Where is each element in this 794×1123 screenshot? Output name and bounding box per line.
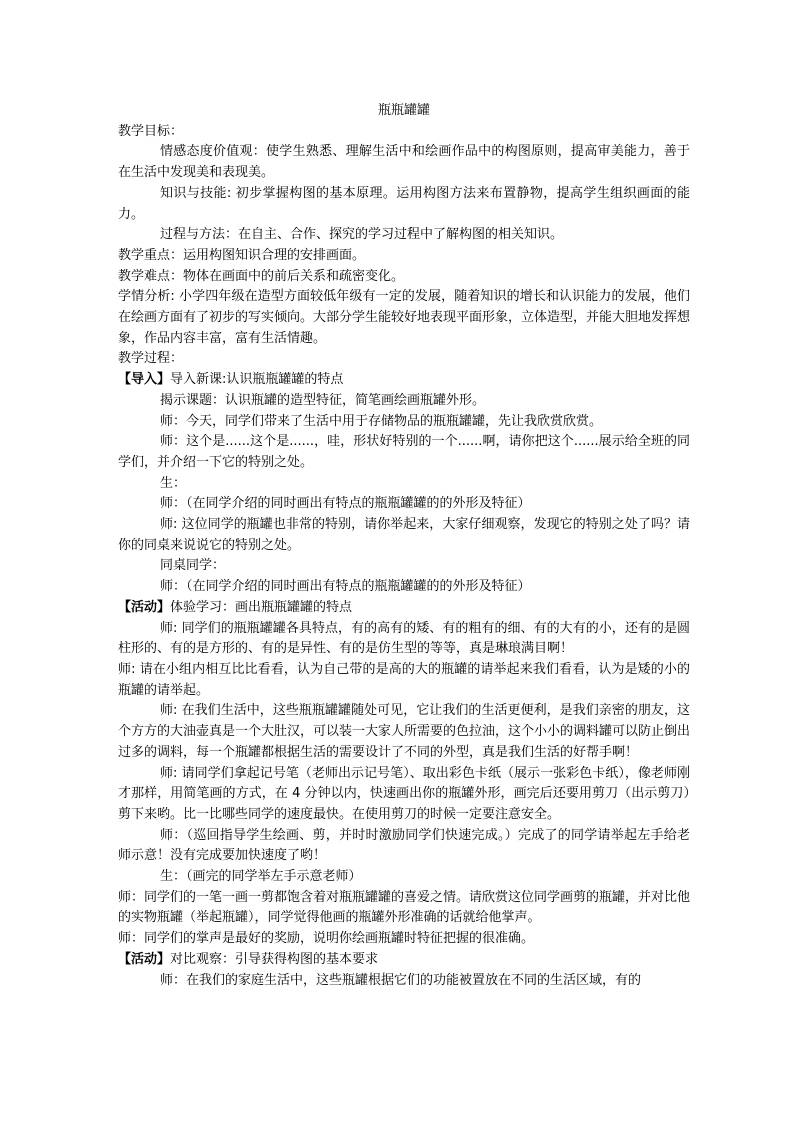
part2-tag: 【活动】 (118, 599, 171, 615)
key-point: 教学重点：运用构图知识合理的安排画面。 (118, 247, 366, 263)
part3-heading (118, 950, 690, 971)
part1-tag: 【导入】 (118, 372, 171, 388)
part1-heading (118, 370, 690, 391)
paragraph: 师：（在同学介绍的同时画出有特点的瓶瓶罐罐的的外形及特征） (160, 579, 531, 595)
document-page (118, 101, 690, 991)
paragraph: 师：同学们的一笔一画一剪都饱含着对瓶瓶罐罐的喜爱之情。请欣赏这位同学画剪的瓶罐，并对比他的实物瓶罐（举起瓶罐），同学觉得他画的瓶罐外形准确的话就给他掌声。 (118, 889, 691, 926)
paragraph: 师: 同学们的瓶瓶罐罐各具特点，有的高有的矮、有的粗有的细、有的大有的小，还有的是圆柱形的、有的是方形的、有的是异性、有的是仿生型的等等，真是琳琅满目啊！ (118, 620, 690, 657)
paragraph: 师: 这位同学的瓶罐也非常的特别，请你举起来，大家仔细观察，发现它的特别之处了吗？请你的同桌来说说它的特别之处。 (118, 517, 690, 553)
paragraph: 揭示课题：认识瓶罐的造型特征，简笔画绘画瓶罐外形。 (160, 392, 486, 408)
part3-heading-text: 对比观察：引导获得构图的基本要求 (170, 951, 379, 967)
paragraph: 师：（巡回指导学生绘画、剪，并时时激励同学们快速完成。）完成了的同学请举起左手给老师示意！没有完成要加快速度了哟！ (118, 827, 690, 864)
part2-heading-text: 体验学习：画出瓶瓶罐罐的特点 (170, 599, 353, 615)
goal-emotion: 情感态度价值观：使学生熟悉、理解生活中和绘画作品中的构图原则，提高审美能力，善于在生活中发现美和表现美。 (118, 144, 690, 181)
paragraph: 师: 请在小组内相互比比看看，认为自己带的是高的大的瓶罐的请举起来我们看看，认为是矮的小的瓶罐的请举起。 (118, 661, 690, 698)
paragraph: 生：（画完的同学举左手示意老师） (160, 869, 362, 885)
paragraph: 师：这个是......这个是......，哇，形状好特别的一个......啊，请你把这个......展示给全班的同学们，并介绍一下它的特别之处。 (118, 434, 690, 470)
paragraph: 师: 在我们生活中，这些瓶瓶罐罐随处可见，它让我们的生活更便利，是我们亲密的朋友，这个方方的大油壶真是一个大肚汉，可以装一大家人所需要的色拉油，这个小小的调料罐可以防止倒出过多的调料，每一个瓶罐都根据生活的需要设计了不同的外型，真是我们生活的好帮手啊！ (118, 703, 691, 760)
paragraph: 师：（在同学介绍的同时画出有特点的瓶瓶罐罐的的外形及特征） (160, 496, 531, 512)
student-analysis: 学情分析: 小学四年级在造型方面较低年级有一定的发展，随着知识的增长和认识能力的发展，他们在绘画方面有了初步的写实倾向。大部分学生能较好地表现平面形象，立体造型，并能大胆地发挥想象，作品内容丰富，富有生活情趣。 (118, 289, 691, 346)
goal-knowledge: 知识与技能: 初步掌握构图的基本原理。运用构图方法来布置静物，提高学生组织画面的能力。 (118, 185, 690, 222)
part2-heading (118, 598, 690, 619)
difficulty: 教学难点：物体在画面中的前后关系和疏密变化。 (118, 268, 405, 284)
part1-heading-text: 导入新课:认识瓶瓶罐罐的特点 (170, 372, 344, 388)
paragraph: 师：在我们的家庭生活中，这些瓶罐根据它们的功能被置放在不同的生活区域，有的 (160, 972, 642, 988)
part3-tag: 【活动】 (118, 951, 171, 967)
process-heading: 教学过程： (118, 351, 184, 367)
paragraph: 生： (160, 475, 187, 491)
goal-process: 过程与方法：在自主、合作、探究的学习过程中了解构图的相关知识。 (160, 227, 564, 243)
paragraph: 师: 请同学们拿起记号笔（老师出示记号笔）、取出彩色卡纸（展示一张彩色卡纸），像老师刚才那样，用简笔画的方式，在 4 分钟以内，快速画出你的瓶罐外形，画完后还要用剪刀（出示剪刀）剪下来哟。比一比哪些同学的速度最快。在使用剪刀的时候一定要注意安全。 (118, 765, 690, 822)
goals-heading: 教学目标： (118, 123, 184, 139)
paragraph: 师：今天，同学们带来了生活中用于存储物品的瓶瓶罐罐，先让我欣赏欣赏。 (160, 413, 603, 429)
document-title: 瓶瓶罐罐 (377, 103, 430, 118)
paragraph: 师：同学们的掌声是最好的奖励，说明你绘画瓶罐时特征把握的很准确。 (118, 931, 535, 947)
paragraph: 同桌同学： (160, 558, 226, 574)
